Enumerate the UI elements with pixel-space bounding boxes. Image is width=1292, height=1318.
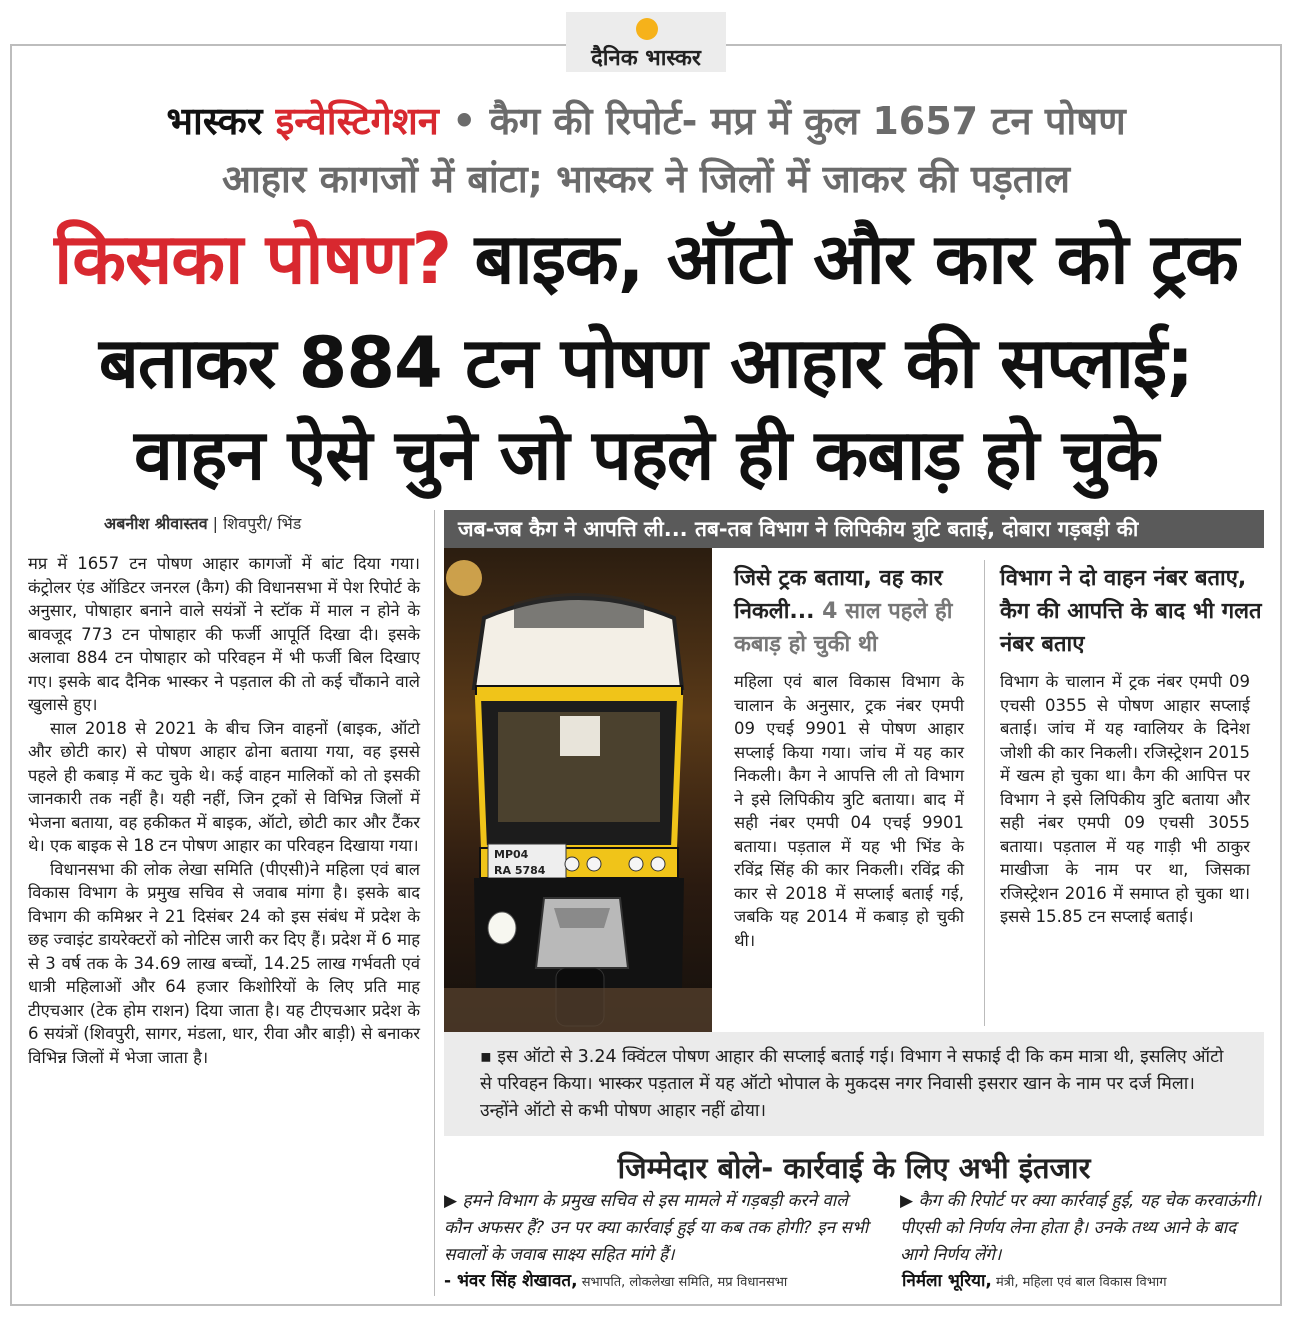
quote-2-attribution xyxy=(902,1268,1167,1291)
headline-line-3: वाहन ऐसे चुने जो पहले ही कबाड़ हो चुके xyxy=(134,414,1158,496)
masthead-logo xyxy=(566,12,726,72)
story-2-subhead: विभाग ने दो वाहन नंबर बताए, कैग की आपत्ति के बाद भी गलत नंबर बताए xyxy=(1000,566,1262,657)
auto-rickshaw-illustration xyxy=(444,548,712,1032)
headline-red: किसका पोषण? xyxy=(54,218,452,300)
quote-1-attribution xyxy=(444,1268,787,1291)
quote-2 xyxy=(900,1188,1266,1269)
quote-1-name: - भंवर सिंह शेखावत, xyxy=(444,1271,578,1291)
byline-author: अबनीश श्रीवास्तव xyxy=(104,514,208,533)
story-2-text: विभाग के चालान में ट्रक नंबर एमपी 09 एचसी 0355 से पोषण आहार सप्लाई बताई। जांच में यह ग्वालियर के दिनेश जोशी की कार निकली। रजिस्ट्रेशन 2015 में खत्म हो चुका था। कैग की आपित्त पर विभाग ने इसे लिपिकीय त्रुटि बताया और सही नंबर एमपी 09 एचसी 3055 बताया। पड़ताल में यह गाड़ी भी ठाकुर माखीजा के नाम पर था, जिसका रजिस्ट्रेशन 2016 में समाप्त हो चुका था। इससे 15.85 टन सप्लाई बताई। xyxy=(1000,672,1250,926)
story-1-subhead xyxy=(734,562,964,661)
byline xyxy=(104,512,301,534)
quote-2-name: निर्मला भूरिया, xyxy=(902,1271,992,1291)
main-story xyxy=(28,552,420,1069)
box-column-divider xyxy=(984,560,985,1026)
main-story-paragraph: साल 2018 से 2021 के बीच जिन वाहनों (बाइक, ऑटो और छोटी कार) से पोषण आहार ढोना बताया गया, वह इससे पहले ही कबाड़ में कट चुके थे। कई वाहन मालिकों को तो इसकी जानकारी तक नहीं है। यही नहीं, जिन ट्रकों से विभिन्न जिलों में भेजना बताया, वह हकीकत में बाइक, ऑटो, छोटी कार और टैंकर थे। एक बाइक से 18 टन पोषण आहार का परिवहन दिखाया गया। xyxy=(28,718,420,855)
quote-1-text: हमने विभाग के प्रमुख सचिव से इस मामले में गड़बड़ी करने वाले कौन अफसर हैं? उन पर क्या कार्रवाई हुई या कब तक होगी? इन सभी सवालों के जवाब साक्ष्य सहित मांगे हैं। xyxy=(444,1191,869,1265)
responses-title: जिम्मेदार बोले- कार्रवाई के लिए अभी इंतजार xyxy=(617,1151,1091,1185)
plate-line-2: RA 5784 xyxy=(494,864,546,877)
photo-caption: ▪ इस ऑटो से 3.24 क्विंटल पोषण आहार की सप्लाई बताई गई। विभाग ने सफाई दी कि कम मात्रा थी, इसलिए ऑटो से परिवहन किया। भास्कर पड़ताल में यह ऑटो भोपाल के मुकदस नगर निवासी इसरार खान के नाम पर दर्ज मिला। उन्होंने ऑटो से कभी पोषण आहार नहीं ढोया। xyxy=(444,1032,1264,1136)
kicker-line-2: आहार कागजों में बांटा; भास्कर ने जिलों में जाकर की पड़ताल xyxy=(221,157,1071,201)
main-story-paragraph: मप्र में 1657 टन पोषण आहार कागजों में बांट दिया गया। कंट्रोलर एंड ऑडिटर जनरल (कैग) की विधानसभा में पेश रिपोर्ट के अनुसार, पोषाहार बनाने वाले सयंत्रों ने स्टॉक में माल न होने के बावजूद 773 टन पोषाहार की फर्जी आपूर्ति दिखा दी। इसके अलावा 884 टन पोषाहार को परिवहन में भी फर्जी बिल दिखाए गए। इसके बाद दैनिक भास्कर ने पड़ताल की तो कई चौंकाने वाले खुलासे हुए। xyxy=(28,554,420,714)
kicker-label-red: इन्वेस्टिगेशन xyxy=(275,99,439,143)
quote-1 xyxy=(444,1188,874,1269)
headline-text-1: बाइक, ऑटो और कार को ट्रक xyxy=(474,218,1238,300)
main-story-paragraph: विधानसभा की लोक लेखा समिति (पीएसी)ने महिला एवं बाल विकास विभाग के प्रमुख सचिव से जवाब मांगा है। इसके बाद विभाग की कमिश्नर ने 21 दिसंबर 24 को इस संबंध में प्रदेश के छह ज्वाइंट डायरेक्टरों को नोटिस जारी कर दिए हैं। प्रदेश में 6 माह से 3 वर्ष तक के 34.69 लाख बच्चों, 14.25 लाख गर्भवती एवं धात्री महिलाओं और 64 हजार किशोरियों के लिए प्रति माह टीएचआर (टेक होम राशन) दिया जाता है। यह टीएचआर प्रदेश के 6 सयंत्रों (शिवपुरी, सागर, मंडला, धार, रीवा और बाड़ी) से बनाकर विभिन्न जिलों में भेजा जाता है। xyxy=(28,859,420,1067)
byline-place: | शिवपुरी/ भिंड xyxy=(207,514,302,533)
headline-line-2: बताकर 884 टन पोषण आहार की सप्लाई; xyxy=(98,322,1194,404)
kicker-text: • कैग की रिपोर्ट- मप्र में कुल 1657 टन पोषण xyxy=(452,99,1126,143)
quote-1-role: सभापति, लोकलेखा समिति, मप्र विधानसभा xyxy=(577,1275,788,1290)
sun-icon xyxy=(636,18,658,40)
column-divider xyxy=(434,510,435,1296)
quote-2-text: कैग की रिपोर्ट पर क्या कार्रवाई हुई, यह चेक करवाऊंगी। पीएसी को निर्णय लेना होता है। उनके तथ्य आने के बाद आगे निर्णय लेंगे। xyxy=(900,1191,1261,1265)
masthead-name: दैनिक भास्कर xyxy=(591,46,701,71)
box-title-bar: जब-जब कैग ने आपत्ति ली... तब-तब विभाग ने लिपिकीय त्रुटि बताई, दोबारा गड़बड़ी की xyxy=(444,510,1264,548)
headline-line-1 xyxy=(0,208,1292,304)
story-1-text: महिला एवं बाल विकास विभाग के चालान के अनुसार, ट्रक नंबर एमपी 09 एचई 9901 से पोषण आहार सप्लाई किया गया। जांच में यह कार निकली। कैग ने आपत्ति ली तो विभाग ने इसे लिपिकीय त्रुटि बताया। बाद में सही नंबर एमपी 04 एचई 9901 बताया। पड़ताल में यह भी भिंड के रविंद्र सिंह की कार निकली। रविंद्र की कार से 2018 में सप्लाई बताई गई, जबकि यह 2014 में कबाड़ हो चुकी थी। xyxy=(734,672,964,950)
plate-line-1: MP04 xyxy=(494,848,529,861)
triangle-bullet-icon: ▶ xyxy=(900,1191,914,1211)
story-1-subhead-grey: 4 साल पहले ही कबाड़ हो चुकी थी xyxy=(734,599,953,657)
kicker-line-1 xyxy=(0,94,1292,146)
auto-rickshaw-photo xyxy=(444,548,712,1032)
story-1-subhead-dark: जिसे ट्रक बताया, वह कार निकली... xyxy=(734,566,943,624)
kicker-label-black: भास्कर xyxy=(166,99,263,143)
quote-2-role: मंत्री, महिला एवं बाल विकास विभाग xyxy=(991,1275,1167,1290)
triangle-bullet-icon: ▶ xyxy=(444,1191,458,1211)
